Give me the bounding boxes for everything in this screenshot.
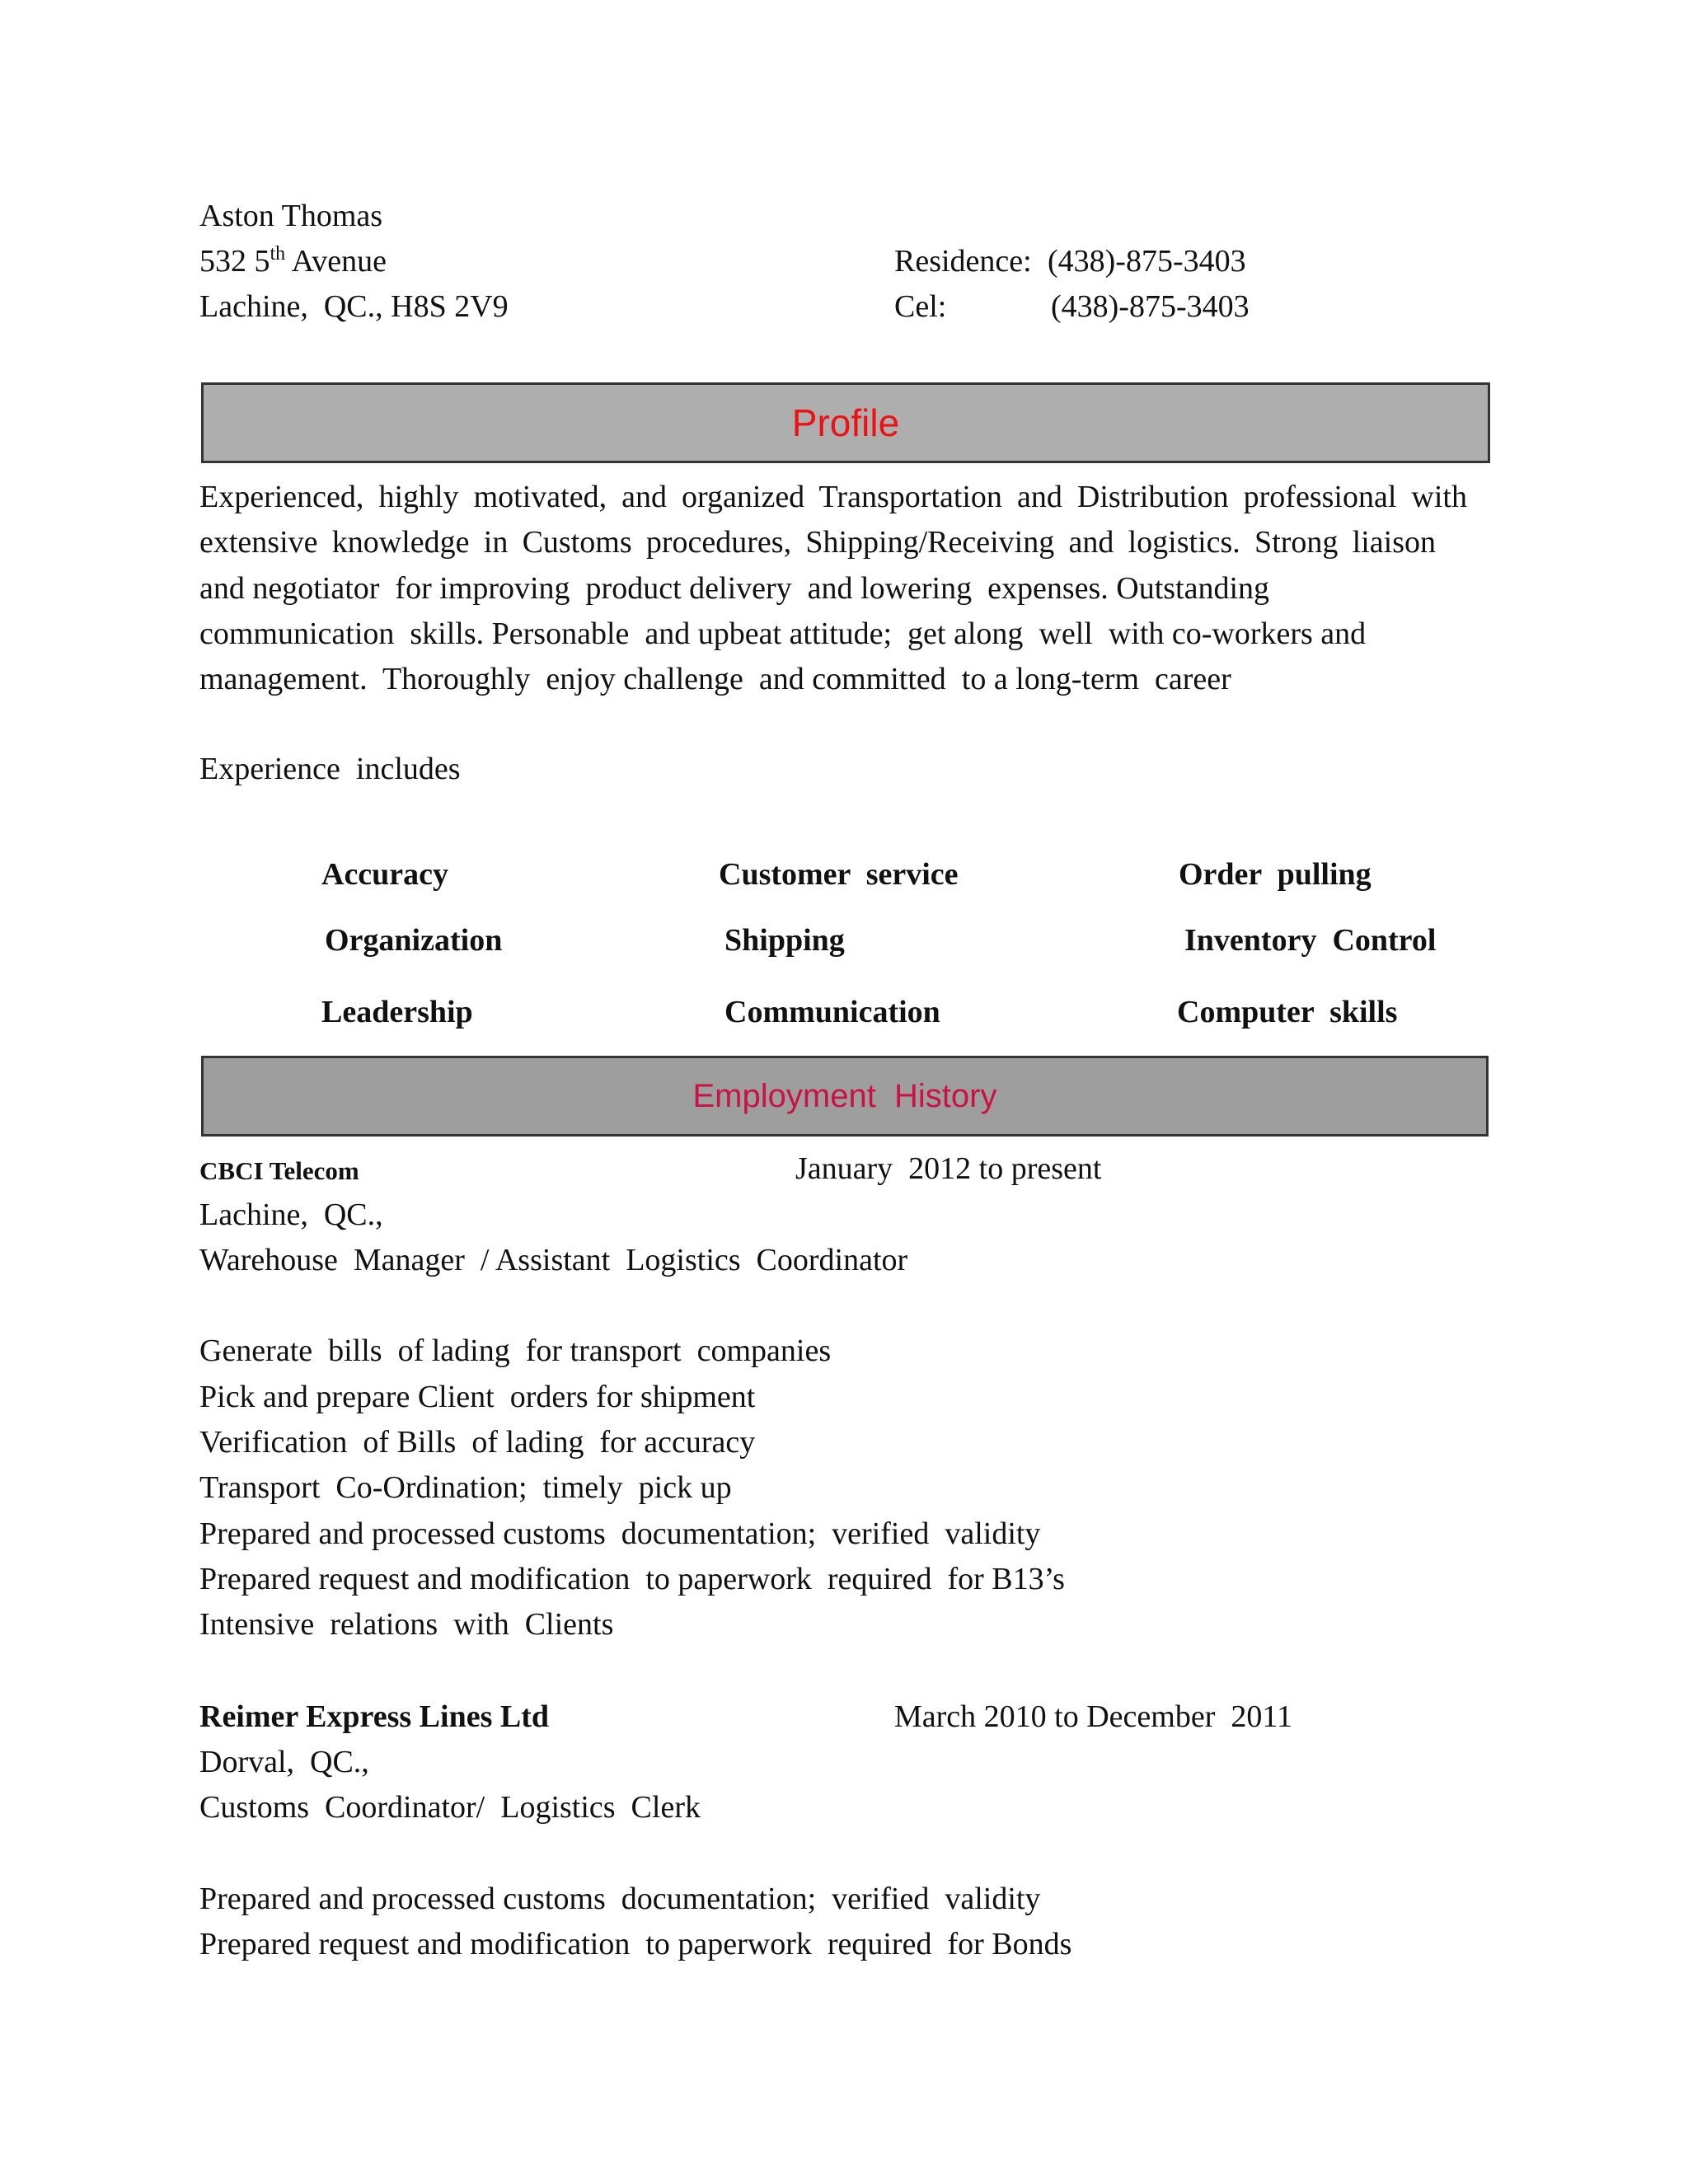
profile-line: Experienced, highly motivated, and organized Transportation and Distribution professional with bbox=[199, 480, 1467, 514]
job-title: Warehouse Manager / Assistant Logistics Coordinator bbox=[199, 1243, 908, 1277]
job-location: Dorval, QC., bbox=[199, 1745, 369, 1779]
skill-item: Leadership bbox=[321, 995, 473, 1029]
skill-item: Shipping bbox=[724, 923, 845, 958]
address-superscript: th bbox=[270, 243, 286, 265]
skill-item: Computer skills bbox=[1177, 995, 1398, 1029]
contact-city: Lachine, QC., H8S 2V9 bbox=[199, 289, 509, 324]
profile-line: extensive knowledge in Customs procedures, Shipping/Receiving and logistics. Strong liaison bbox=[199, 525, 1436, 560]
job-duty: Intensive relations with Clients bbox=[199, 1607, 614, 1642]
profile-paragraph bbox=[199, 475, 1502, 702]
profile-line: communication skills. Personable and upbeat attitude; get along well with co-workers and bbox=[199, 616, 1367, 651]
job-duty: Prepared and processed customs documentation; verified validity bbox=[199, 1882, 1041, 1916]
job-duty: Prepared request and modification to paperwork required for Bonds bbox=[199, 1927, 1072, 1961]
employment-heading-banner bbox=[201, 1056, 1489, 1137]
job-title: Customs Coordinator/ Logistics Clerk bbox=[199, 1790, 701, 1825]
skill-item: Accuracy bbox=[321, 857, 449, 892]
job-dates: January 2012 to present bbox=[795, 1151, 1102, 1186]
job-dates: March 2010 to December 2011 bbox=[894, 1699, 1292, 1734]
job-duty: Prepared request and modification to paperwork required for B13’s bbox=[199, 1562, 1065, 1596]
profile-heading-banner bbox=[201, 382, 1490, 463]
job-location: Lachine, QC., bbox=[199, 1197, 383, 1232]
profile-heading: Profile bbox=[791, 401, 900, 444]
skill-item: Customer service bbox=[719, 857, 959, 892]
cel-phone: (438)-875-3403 bbox=[1051, 289, 1250, 324]
address-number: 532 5 bbox=[199, 244, 270, 279]
job-company: CBCI Telecom bbox=[199, 1156, 359, 1185]
skill-item: Communication bbox=[724, 995, 940, 1029]
employment-heading: Employment History bbox=[692, 1077, 997, 1114]
residence-label: Residence: bbox=[894, 244, 1032, 279]
contact-address bbox=[199, 243, 387, 279]
profile-line: management. Thoroughly enjoy challenge and committed to a long-term career bbox=[199, 662, 1231, 697]
cel-label: Cel: bbox=[894, 289, 947, 324]
job-company: Reimer Express Lines Ltd bbox=[199, 1699, 549, 1734]
job-duty: Verification of Bills of lading for accuracy bbox=[199, 1425, 756, 1460]
experience-intro: Experience includes bbox=[199, 752, 461, 786]
residence-phone: (438)-875-3403 bbox=[1048, 244, 1246, 279]
address-street: Avenue bbox=[285, 244, 387, 279]
job-duty: Transport Co-Ordination; timely pick up bbox=[199, 1470, 732, 1505]
job-duty: Generate bills of lading for transport companies bbox=[199, 1333, 832, 1368]
skill-item: Inventory Control bbox=[1184, 923, 1437, 958]
contact-name: Aston Thomas bbox=[199, 199, 383, 233]
job-duty: Prepared and processed customs documentation; verified validity bbox=[199, 1516, 1041, 1551]
skill-item: Order pulling bbox=[1179, 857, 1372, 892]
skill-item: Organization bbox=[325, 923, 503, 958]
profile-line: and negotiator for improving product delivery and lowering expenses. Outstanding bbox=[199, 570, 1270, 606]
job-duty: Pick and prepare Client orders for shipment bbox=[199, 1380, 756, 1414]
